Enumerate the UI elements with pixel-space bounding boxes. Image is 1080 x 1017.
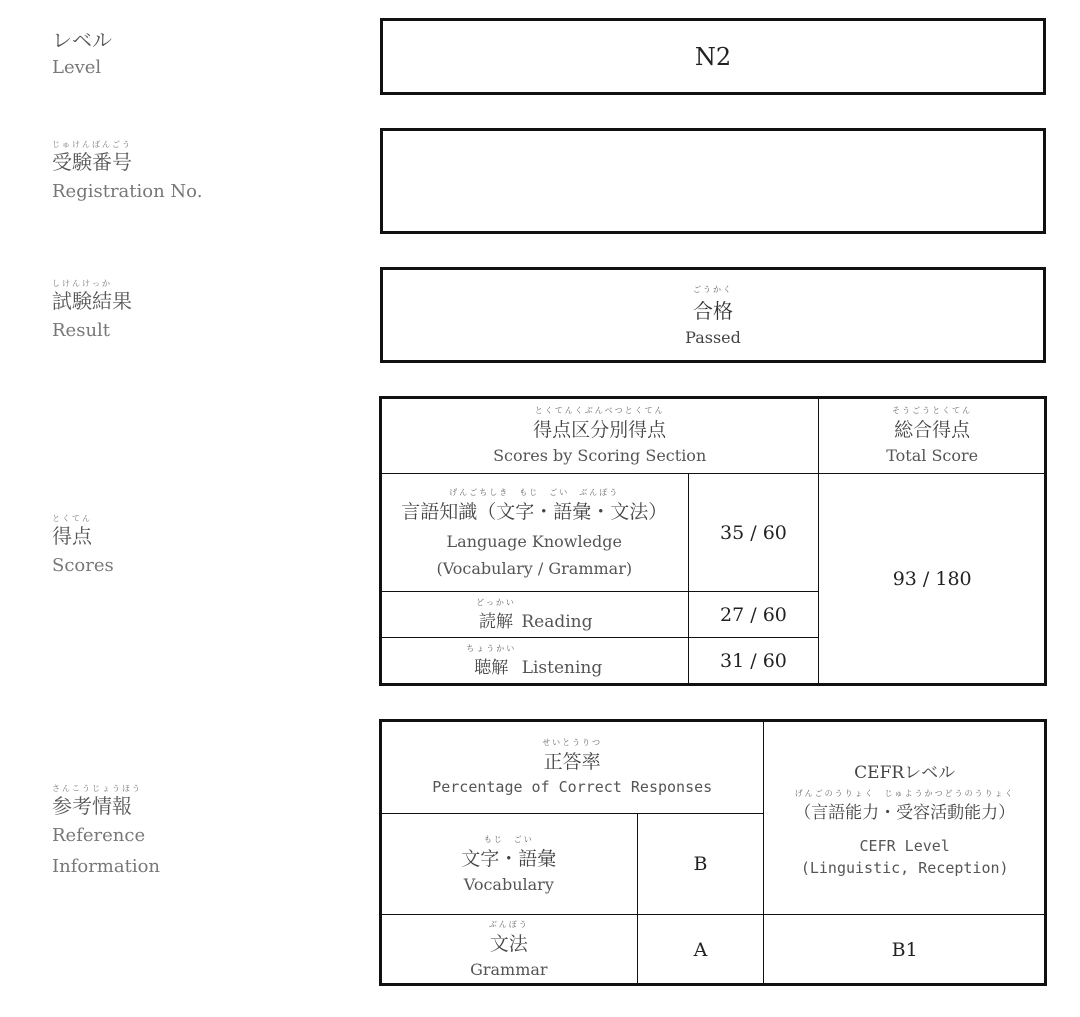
section-language-knowledge	[381, 474, 689, 592]
label-result-en: Result	[52, 320, 111, 341]
section-listening	[381, 638, 689, 685]
label-level-jp: レベル	[52, 28, 112, 52]
label-reference-en2: Information	[52, 855, 161, 877]
level-box	[380, 18, 1046, 95]
label-registration	[52, 140, 202, 204]
total-header-ruby: そうごうとくてん	[892, 406, 973, 416]
cefr-header-en2: (Linguistic, Reception)	[800, 859, 1009, 877]
result-en: Passed	[685, 327, 741, 347]
pct-header-en: Percentage of Correct Responses	[432, 778, 713, 796]
label-scores-ruby: とくてん	[52, 514, 92, 523]
result-ruby: ごうかく	[693, 284, 733, 294]
grammar-ruby: ぶんぽう	[488, 920, 529, 929]
label-reference-en: Reference	[52, 825, 146, 846]
label-registration-ruby: じゅけんばんごう	[52, 140, 132, 149]
section-header-en: Scores by Scoring Section	[493, 446, 707, 466]
reference-table	[380, 720, 1046, 985]
grammar-jp: 文法	[489, 933, 528, 955]
label-scores	[52, 514, 114, 578]
pct-header-jp: 正答率	[543, 751, 601, 773]
lk-en2: (Vocabulary / Grammar)	[436, 558, 633, 578]
grammar-label	[381, 915, 638, 985]
lk-en: Language Knowledge	[446, 531, 623, 551]
label-result	[52, 279, 132, 343]
vocabulary-ruby: もじ ごい	[483, 834, 534, 844]
section-reading	[381, 592, 689, 638]
listening-jp: 聴解	[474, 658, 509, 679]
total-score: 93 / 180	[819, 474, 1046, 685]
total-header-jp: 総合得点	[894, 419, 971, 442]
vocabulary-label	[381, 814, 638, 915]
lk-jp: 言語知識（文字・語彙・文法）	[401, 500, 668, 523]
scores-table	[380, 397, 1046, 685]
grammar-grade: A	[637, 915, 764, 985]
label-reference	[52, 784, 160, 878]
level-value: N2	[694, 42, 732, 71]
section-header-jp: 得点区分別得点	[533, 419, 667, 442]
score-listening: 31 / 60	[688, 638, 819, 685]
vocabulary-en: Vocabulary	[463, 874, 554, 894]
label-result-ruby: しけんけっか	[52, 279, 112, 288]
label-registration-jp: 受験番号	[52, 150, 132, 174]
cefr-header	[764, 721, 1046, 915]
pct-header-ruby: せいとうりつ	[542, 738, 603, 747]
total-header-en: Total Score	[886, 446, 979, 466]
label-level-en: Level	[52, 57, 102, 78]
section-header	[381, 398, 819, 474]
label-reference-jp: 参考情報	[52, 794, 132, 818]
score-reading: 27 / 60	[688, 592, 819, 638]
label-result-jp: 試験結果	[52, 289, 132, 313]
lk-ruby: げんごちしき もじ ごい ぶんぽう	[449, 487, 620, 497]
label-scores-en: Scores	[52, 555, 114, 576]
cefr-value: B1	[764, 915, 1046, 985]
listening-label	[381, 644, 688, 678]
cefr-header-en: CEFR Level	[859, 837, 950, 855]
listening-ruby: ちょうかい	[466, 644, 517, 654]
result-jp: 合格	[693, 298, 733, 323]
section-header-ruby: とくてんくぶんべつとくてん	[534, 406, 665, 416]
cefr-header-jp2: （言語能力・受容活動能力）	[794, 803, 1016, 823]
listening-en: Listening	[521, 658, 603, 679]
score-language-knowledge: 35 / 60	[688, 474, 819, 592]
grammar-en: Grammar	[470, 960, 548, 979]
total-header	[819, 398, 1046, 474]
label-reference-ruby: さんこうじょうほう	[52, 784, 142, 793]
label-level	[52, 28, 112, 80]
vocabulary-grade: B	[637, 814, 764, 915]
cefr-header-ruby: げんごのうりょく じゅようかつどうのうりょく	[794, 789, 1015, 798]
result-box	[380, 267, 1046, 363]
vocabulary-jp: 文字・語彙	[461, 847, 557, 870]
cefr-header-jp: CEFRレベル	[854, 763, 956, 783]
reading-label	[381, 598, 688, 632]
registration-box	[380, 128, 1046, 234]
reading-jp: 読解	[479, 611, 513, 632]
reading-ruby: どっかい	[476, 597, 516, 607]
label-registration-en: Registration No.	[52, 181, 203, 202]
reading-en: Reading	[521, 611, 593, 632]
pct-header	[381, 721, 764, 814]
label-scores-jp: 得点	[52, 524, 92, 548]
